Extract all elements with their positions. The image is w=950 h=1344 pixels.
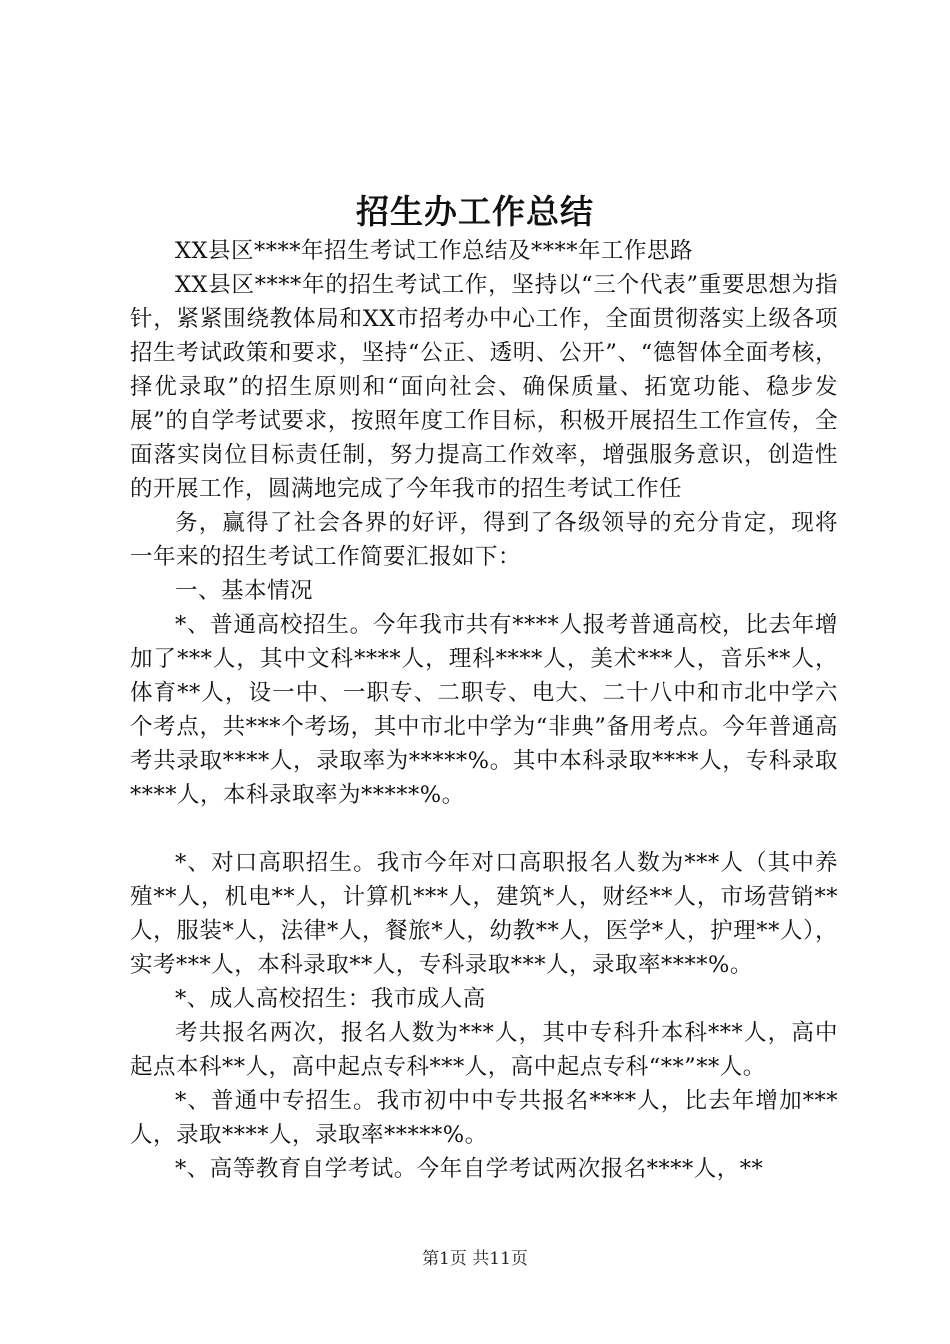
- paragraph-vocational-admission: *、对口高职招生。我市今年对口高职报名人数为***人（其中养殖**人，机电**人，计算机***人，建筑*人，财经**人，市场营销**人，服装*人，法律*人，餐旅*人，幼教**人，医学*人，护理**人），实考***人，本科录取**人，专科录取***人，录取率****%。: [130, 850, 838, 978]
- paragraph-self-study-exam: *、高等教育自学考试。今年自学考试两次报名****人，**: [175, 1156, 764, 1182]
- page-number: 第1页 共11页: [422, 1249, 528, 1269]
- document-body: [130, 234, 838, 1186]
- document-title: 招生办工作总结: [356, 192, 594, 231]
- intro-continued-paragraph: 务，赢得了社会各界的好评，得到了各级领导的充分肯定，现将一年来的招生考试工作简要汇报如下：: [130, 510, 838, 570]
- intro-paragraph: XX县区****年的招生考试工作，坚持以“三个代表”重要思想为指针，紧紧围绕教体局和XX市招考办中心工作，全面贯彻落实上级各项招生考试政策和要求，坚持“公正、透明、公开”、“德智体全面考核，择优录取”的招生原则和“面向社会、确保质量、拓宽功能、稳步发展”的自学考试要求，按照年度工作目标，积极开展招生工作宣传，全面落实岗位目标责任制，努力提高工作效率，增强服务意识，创造性的开展工作，圆满地完成了今年我市的招生考试工作任: [130, 272, 838, 502]
- subtitle-paragraph: XX县区****年招生考试工作总结及****年工作思路: [175, 238, 694, 264]
- paragraph-adult-admission: *、成人高校招生：我市成人高: [175, 986, 486, 1012]
- paragraph-college-admission: *、普通高校招生。今年我市共有****人报考普通高校，比去年增加了***人，其中文科****人，理科****人，美术***人，音乐**人，体育**人，设一中、一职专、二职专、电大、二十八中和市北中学六个考点，共***个考场，其中市北中学为“非典”备用考点。今年普通高考共录取****人，录取率为*****%。其中本科录取****人，专科录取****人，本科录取率为*****%。: [130, 612, 838, 808]
- paragraph-secondary-admission: *、普通中专招生。我市初中中专共报名****人，比去年增加***人，录取****人，录取率*****%。: [130, 1088, 838, 1148]
- paragraph-adult-admission-continued: 考共报名两次，报名人数为***人，其中专科升本科***人，高中起点本科**人，高中起点专科***人，高中起点专科“**”**人。: [130, 1020, 838, 1080]
- section-heading: 一、基本情况: [175, 578, 314, 604]
